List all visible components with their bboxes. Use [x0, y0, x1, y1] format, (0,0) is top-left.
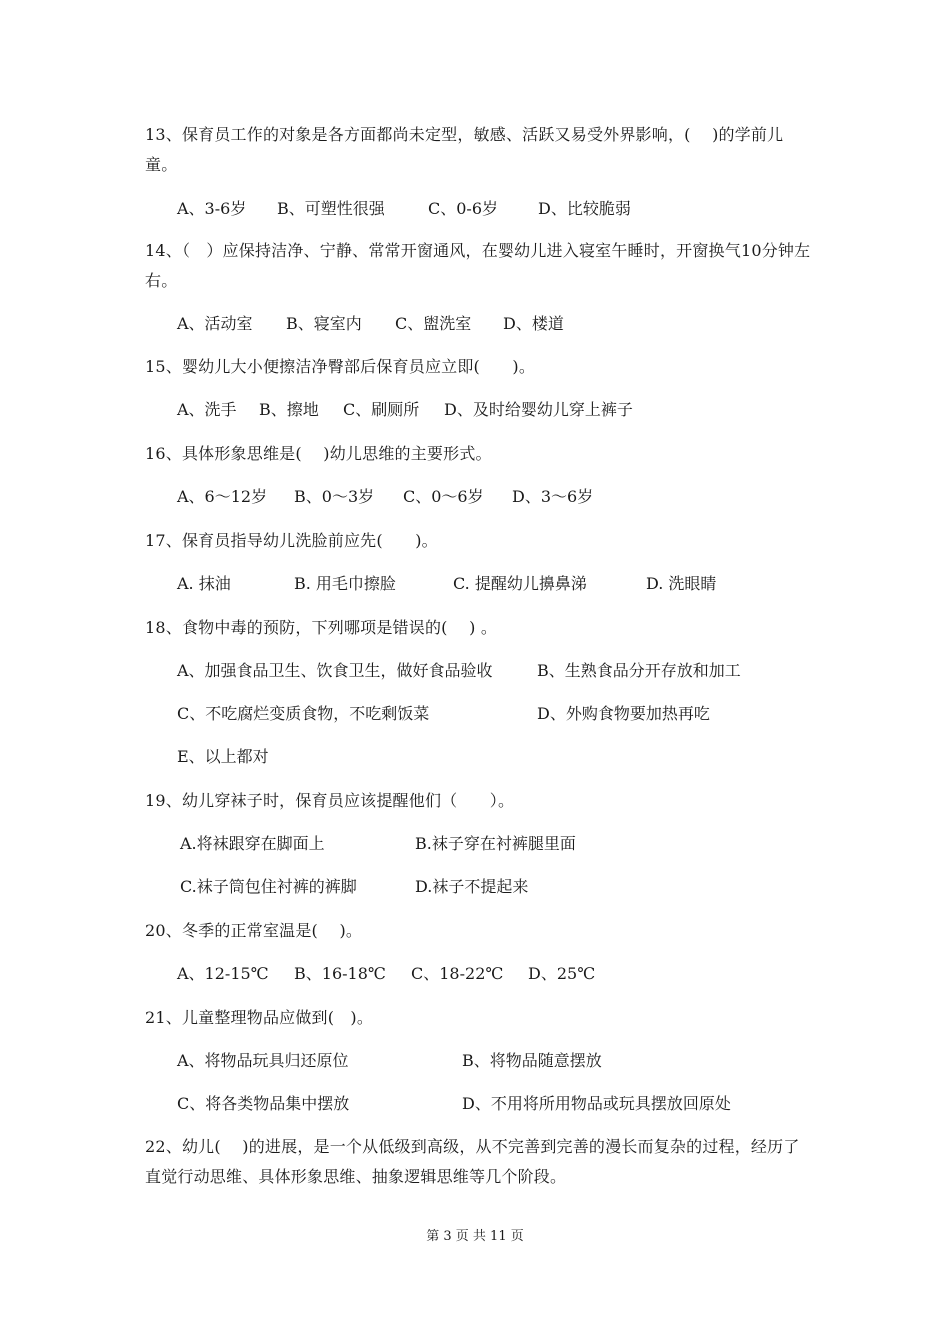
page-footer: 第 3 页 共 11 页 [426, 1229, 524, 1244]
question-18-option-c: C、不吃腐烂变质食物，不吃剩饭菜 [177, 704, 430, 723]
question-21-option-c: C、将各类物品集中摆放 [177, 1094, 350, 1113]
question-21-option-a: A、将物品玩具归还原位 [177, 1051, 349, 1070]
question-14-option-d: D、楼道 [503, 314, 564, 333]
question-20-option-d: D、25℃ [528, 964, 596, 983]
question-15-option-a: A、洗手 [177, 400, 237, 419]
question-16-option-a: A、6～12岁 [177, 487, 268, 506]
question-19: 19、幼儿穿袜子时，保育员应该提醒他们（ ）。 [145, 791, 515, 810]
question-17-option-d: D. 洗眼睛 [646, 574, 717, 593]
question-14-option-a: A、活动室 [177, 314, 253, 333]
question-17-option-c: C. 提醒幼儿擤鼻涕 [453, 574, 587, 593]
question-13-option-d: D、比较脆弱 [538, 199, 631, 218]
question-16-option-b: B、0～3岁 [294, 487, 375, 506]
question-19-option-d: D.袜子不提起来 [415, 877, 529, 896]
question-17: 17、保育员指导幼儿洗脸前应先( )。 [145, 531, 438, 550]
question-15: 15、婴幼儿大小便擦洁净臀部后保育员应立即( )。 [145, 357, 536, 376]
question-15-option-c: C、刷厕所 [343, 400, 420, 419]
question-17-option-a: A. 抹油 [177, 574, 231, 593]
question-21-option-b: B、将物品随意摆放 [462, 1051, 602, 1070]
question-18-option-a: A、加强食品卫生、饮食卫生，做好食品验收 [177, 661, 493, 680]
question-13-option-c: C、0-6岁 [428, 199, 499, 218]
question-13: 13、保育员工作的对象是各方面都尚未定型，敏感、活跃又易受外界影响，( )的学前儿童。 [145, 125, 784, 174]
question-19-option-a: A.将袜跟穿在脚面上 [180, 834, 325, 853]
question-20: 20、冬季的正常室温是( )。 [145, 921, 363, 940]
question-20-option-a: A、12-15℃ [177, 964, 269, 983]
question-22: 22、幼儿( )的进展，是一个从低级到高级，从不完善到完善的漫长而复杂的过程，经历了直觉行动思维、具体形象思维、抽象逻辑思维等几个阶段。 [145, 1137, 800, 1186]
question-14-option-c: C、盥洗室 [395, 314, 472, 333]
question-19-option-b: B.袜子穿在衬裤腿里面 [415, 834, 576, 853]
question-18: 18、食物中毒的预防，下列哪项是错误的( ) 。 [145, 618, 498, 637]
question-16-option-d: D、3～6岁 [512, 487, 594, 506]
question-16-option-c: C、0～6岁 [403, 487, 484, 506]
question-16: 16、具体形象思维是( )幼儿思维的主要形式。 [145, 444, 492, 463]
question-13-option-a: A、3-6岁 [177, 199, 247, 218]
question-15-option-b: B、擦地 [259, 400, 319, 419]
question-18-option-b: B、生熟食品分开存放和加工 [537, 661, 741, 680]
question-20-option-b: B、16-18℃ [294, 964, 386, 983]
question-18-option-d: D、外购食物要加热再吃 [537, 704, 710, 723]
question-14: 14、（ ）应保持洁净、宁静、常常开窗通风，在婴幼儿进入寝室午睡时，开窗换气10分钟左右。 [145, 241, 811, 290]
question-17-option-b: B. 用毛巾擦脸 [294, 574, 396, 593]
question-19-option-c: C.袜子筒包住衬裤的裤脚 [180, 877, 357, 896]
question-20-option-c: C、18-22℃ [411, 964, 504, 983]
question-18-option-e: E、以上都对 [177, 747, 269, 766]
question-21: 21、儿童整理物品应做到( )。 [145, 1008, 374, 1027]
question-14-option-b: B、寝室内 [286, 314, 362, 333]
question-13-option-b: B、可塑性很强 [277, 199, 385, 218]
question-15-option-d: D、及时给婴幼儿穿上裤子 [444, 400, 633, 419]
question-21-option-d: D、不用将所用物品或玩具摆放回原处 [462, 1094, 731, 1113]
